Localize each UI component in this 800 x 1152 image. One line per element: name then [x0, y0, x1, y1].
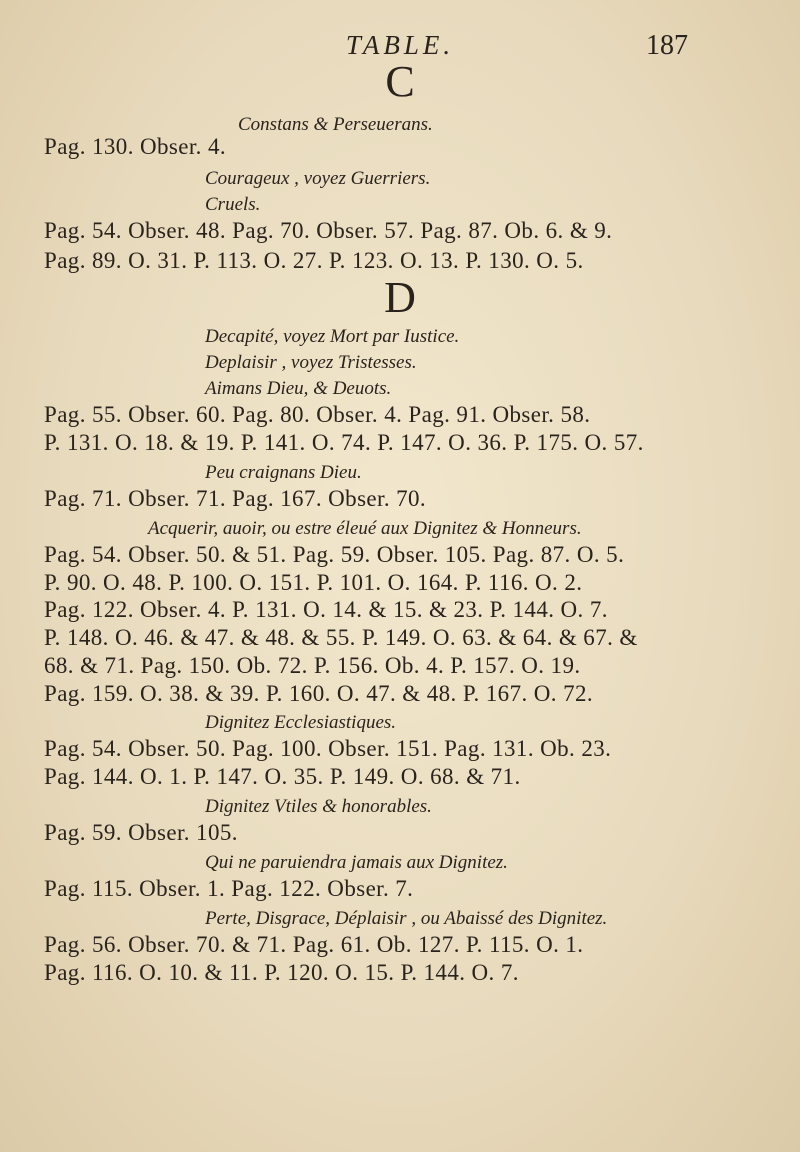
index-reference: Pag. 89. O. 31. P. 113. O. 27. P. 123. O. 13. P. 130. O. 5. — [44, 248, 584, 273]
section-letter-d: D — [384, 273, 416, 322]
index-heading: Cruels. — [205, 194, 261, 215]
index-heading: Deplaisir , voyez Tristesses. — [205, 352, 417, 373]
index-heading: Perte, Disgrace, Déplaisir , ou Abaissé des Dignitez. — [205, 908, 608, 929]
index-reference: Pag. 122. Obser. 4. P. 131. O. 14. & 15. & 23. P. 144. O. 7. — [44, 597, 608, 622]
index-reference: Pag. 115. Obser. 1. Pag. 122. Obser. 7. — [44, 876, 414, 901]
index-reference: Pag. 130. Obser. 4. — [44, 134, 227, 159]
index-reference: Pag. 54. Obser. 50. Pag. 100. Obser. 151. Pag. 131. Ob. 23. — [44, 736, 612, 761]
index-reference: Pag. 54. Obser. 48. Pag. 70. Obser. 57. Pag. 87. Ob. 6. & 9. — [44, 218, 613, 243]
index-reference: Pag. 56. Obser. 70. & 71. Pag. 61. Ob. 127. P. 115. O. 1. — [44, 932, 584, 957]
index-reference: 68. & 71. Pag. 150. Ob. 72. P. 156. Ob. 4. P. 157. O. 19. — [44, 653, 581, 678]
index-reference: Pag. 144. O. 1. P. 147. O. 35. P. 149. O. 68. & 71. — [44, 764, 521, 789]
index-reference: Pag. 59. Obser. 105. — [44, 820, 238, 845]
index-reference: Pag. 54. Obser. 50. & 51. Pag. 59. Obser. 105. Pag. 87. O. 5. — [44, 542, 625, 567]
index-heading: Constans & Perseuerans. — [238, 114, 433, 135]
index-heading: Dignitez Vtiles & honorables. — [205, 796, 432, 817]
index-heading: Acquerir, auoir, ou estre éleué aux Dignitez & Honneurs. — [148, 518, 582, 539]
index-reference: P. 148. O. 46. & 47. & 48. & 55. P. 149. O. 63. & 64. & 67. & — [44, 625, 638, 650]
index-heading: Courageux , voyez Guerriers. — [205, 168, 431, 189]
index-reference: Pag. 159. O. 38. & 39. P. 160. O. 47. & 48. P. 167. O. 72. — [44, 681, 594, 706]
index-reference: P. 131. O. 18. & 19. P. 141. O. 74. P. 147. O. 36. P. 175. O. 57. — [44, 430, 644, 455]
running-title: TABLE. — [345, 30, 455, 60]
index-heading: Dignitez Ecclesiastiques. — [205, 712, 397, 733]
index-reference: Pag. 116. O. 10. & 11. P. 120. O. 15. P. 144. O. 7. — [44, 960, 519, 985]
index-heading: Decapité, voyez Mort par Iustice. — [205, 326, 460, 347]
index-reference: Pag. 55. Obser. 60. Pag. 80. Obser. 4. Pag. 91. Obser. 58. — [44, 402, 591, 427]
index-reference: Pag. 71. Obser. 71. Pag. 167. Obser. 70. — [44, 486, 427, 511]
index-reference: P. 90. O. 48. P. 100. O. 151. P. 101. O. 164. P. 116. O. 2. — [44, 570, 583, 595]
index-heading: Aimans Dieu, & Deuots. — [205, 378, 392, 399]
page-number: 187 — [646, 30, 688, 61]
index-heading: Qui ne paruiendra jamais aux Dignitez. — [205, 852, 508, 873]
section-letter-c: C — [385, 57, 415, 106]
index-heading: Peu craignans Dieu. — [205, 462, 362, 483]
